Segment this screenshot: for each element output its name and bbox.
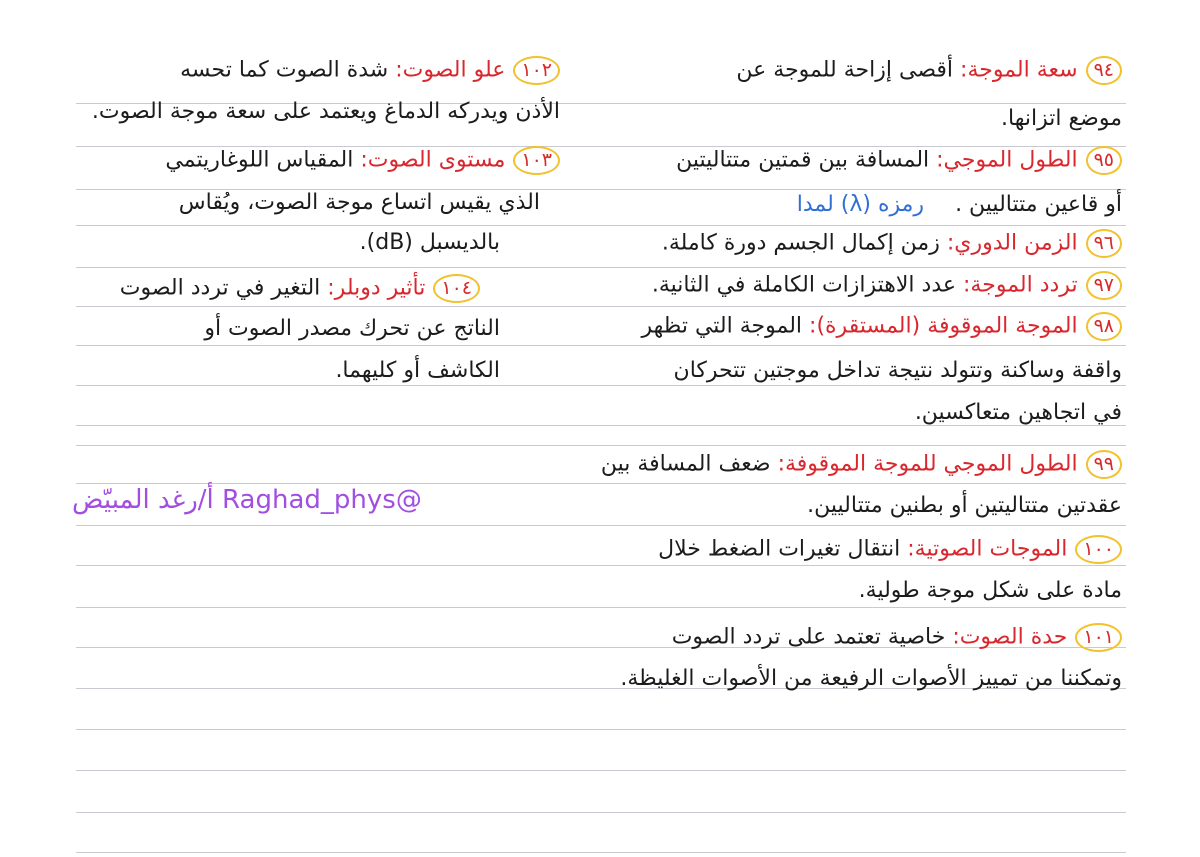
definition-line	[672, 623, 1122, 652]
definition-text: خاصية تعتمد على تردد الصوت	[671, 624, 953, 650]
definition-text: ضعف المسافة بين	[600, 451, 778, 477]
ruled-line	[76, 565, 1126, 566]
definition-line	[1001, 108, 1122, 130]
item-number-badge: ١٠١	[1075, 623, 1122, 652]
definition-text: عقدتين متتاليتين أو بطنين متتاليين.	[807, 493, 1122, 518]
definition-line	[620, 668, 1122, 690]
definition-line	[915, 402, 1122, 424]
definition-term: علو الصوت:	[395, 57, 506, 83]
definition-line	[658, 535, 1122, 564]
definition-line	[204, 318, 500, 340]
ruled-line	[76, 812, 1126, 813]
ruled-line	[76, 425, 1126, 426]
ruled-line	[76, 225, 1126, 226]
definition-text: زمن إكمال الجسم دورة كاملة.	[661, 230, 947, 256]
definition-line	[601, 450, 1122, 479]
definition-term: الطول الموجي للموجة الموقوفة:	[777, 451, 1078, 477]
item-number-badge: ١٠٢	[513, 56, 560, 85]
definition-text: الموجة التي تظهر	[641, 313, 810, 339]
definition-line	[180, 56, 560, 85]
definition-text: التغير في تردد الصوت	[119, 275, 328, 301]
definition-term: سعة الموجة:	[960, 57, 1078, 83]
ruled-line	[76, 525, 1126, 526]
definition-term: الطول الموجي:	[936, 147, 1078, 173]
definition-text: في اتجاهين متعاكسين.	[914, 400, 1122, 425]
item-number-badge: ٩٤	[1086, 56, 1122, 85]
item-number-badge: ١٠٠	[1075, 535, 1122, 564]
definition-term: تردد الموجة:	[963, 272, 1078, 298]
definition-line	[736, 56, 1122, 85]
ruled-line	[76, 267, 1126, 268]
definition-text: وتمكننا من تمييز الأصوات الرفيعة من الأصوات الغليظة.	[620, 666, 1122, 691]
ruled-line	[76, 445, 1126, 446]
item-number-badge: ١٠٤	[433, 274, 480, 303]
definition-line	[165, 146, 560, 175]
definition-text: أو قاعين متتاليين .	[955, 192, 1122, 217]
definition-text: موضع اتزانها.	[1001, 106, 1122, 131]
ruled-line	[76, 385, 1126, 386]
definition-text: أقصى إزاحة للموجة عن	[736, 57, 961, 83]
ruled-line	[76, 729, 1126, 730]
definition-term: الزمن الدوري:	[946, 230, 1078, 256]
definition-text: عدد الاهتزازات الكاملة في الثانية.	[651, 272, 964, 298]
definition-text: مادة على شكل موجة طولية.	[858, 578, 1122, 603]
top-edge-text-faded	[480, 0, 720, 6]
definition-text: الذي يقيس اتساع موجة الصوت، ويُقاس	[178, 190, 540, 215]
definition-text: شدة الصوت كما تحسه	[180, 57, 396, 83]
definition-text: واقفة وساكنة وتتولد نتيجة تداخل موجتين تتحركان	[673, 358, 1122, 383]
item-number-badge: ١٠٣	[513, 146, 560, 175]
ruled-line	[76, 852, 1126, 853]
definition-text: بالديسبل (dB).	[359, 230, 500, 255]
definition-line	[652, 271, 1122, 300]
ruled-line	[76, 345, 1126, 346]
item-number-badge: ٩٨	[1086, 312, 1122, 341]
definition-line	[360, 232, 500, 254]
definition-line	[797, 194, 1122, 216]
definition-term: الموجة الموقوفة (المستقرة):	[809, 313, 1078, 339]
definition-text: انتقال تغيرات الضغط خلال	[658, 536, 908, 562]
definition-term: تأثير دوبلر:	[327, 275, 426, 301]
ruled-line	[76, 483, 1126, 484]
author-signature: @Raghad_phys أ/رغد المبيّض	[72, 485, 422, 515]
symbol-note: رمزه (λ) لمدا	[796, 192, 925, 217]
ruled-line	[76, 306, 1126, 307]
definition-line	[676, 146, 1122, 175]
definition-text: الناتج عن تحرك مصدر الصوت أو	[204, 316, 500, 341]
definition-text: الكاشف أو كليهما.	[335, 358, 500, 383]
definition-line	[179, 192, 540, 214]
definition-line	[92, 101, 560, 123]
definition-line	[335, 360, 500, 382]
definition-text: الأذن ويدركه الدماغ ويعتمد على سعة موجة الصوت.	[91, 99, 560, 124]
item-number-badge: ٩٧	[1086, 271, 1122, 300]
definition-line	[674, 360, 1122, 382]
definition-line	[120, 274, 480, 303]
item-number-badge: ٩٥	[1086, 146, 1122, 175]
definition-line	[807, 495, 1122, 517]
item-number-badge: ٩٦	[1086, 229, 1122, 258]
definition-text: المقياس اللوغاريتمي	[165, 147, 361, 173]
definition-line	[642, 312, 1122, 341]
definition-line	[859, 580, 1122, 602]
definition-term: حدة الصوت:	[952, 624, 1068, 650]
ruled-line	[76, 607, 1126, 608]
definition-term: مستوى الصوت:	[360, 147, 506, 173]
definition-term: الموجات الصوتية:	[907, 536, 1068, 562]
ruled-line	[76, 770, 1126, 771]
definition-line	[662, 229, 1122, 258]
definition-text: المسافة بين قمتين متتاليتين	[676, 147, 937, 173]
item-number-badge: ٩٩	[1086, 450, 1122, 479]
